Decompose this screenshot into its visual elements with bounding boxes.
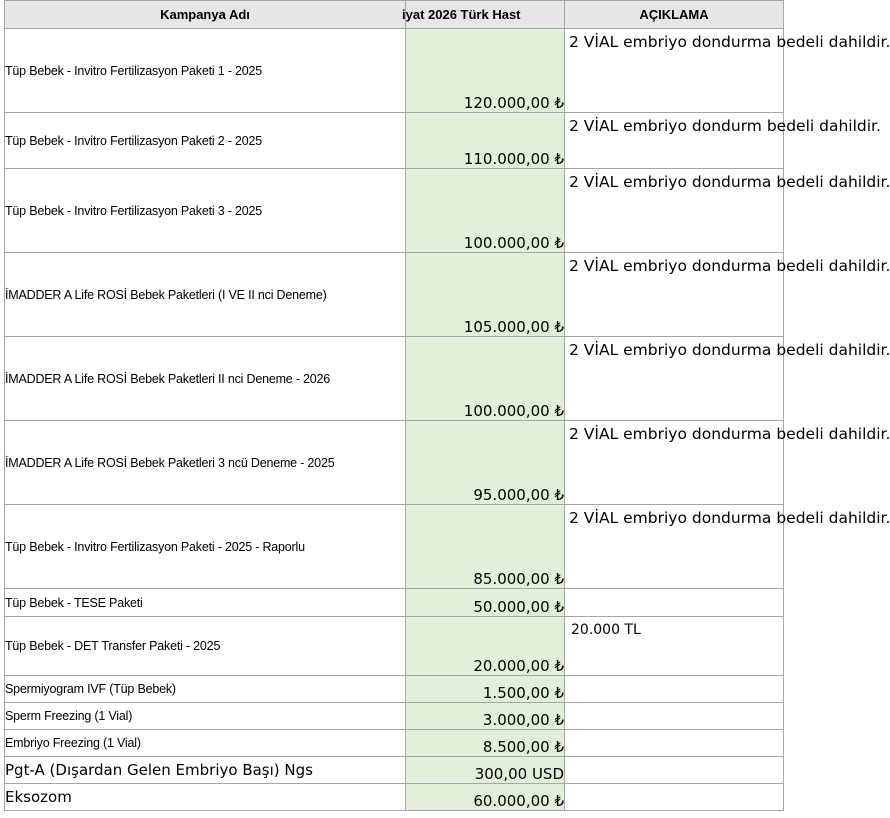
price-cell[interactable]: 85.000,00 ₺ xyxy=(406,505,565,589)
description-line: 2 VİAL embriyo xyxy=(569,425,687,443)
price-cell[interactable]: 50.000,00 ₺ xyxy=(406,589,565,617)
campaign-name-cell[interactable]: Sperm Freezing (1 Vial) xyxy=(5,703,406,730)
description-cell[interactable] xyxy=(565,253,890,337)
description-cell[interactable] xyxy=(565,703,784,730)
campaign-name-cell[interactable]: İMADDER A Life ROSİ Bebek Paketleri II nci Deneme - 2026 xyxy=(5,337,406,421)
price-cell[interactable]: 3.000,00 ₺ xyxy=(406,703,565,730)
table-row xyxy=(5,505,784,589)
table-row xyxy=(5,337,784,421)
description-cell[interactable] xyxy=(565,169,890,253)
campaign-name-cell[interactable]: Tüp Bebek - Invitro Fertilizasyon Paketi 2 - 2025 xyxy=(5,113,406,169)
description-cell[interactable] xyxy=(565,337,890,421)
description-cell[interactable] xyxy=(565,29,890,113)
price-cell[interactable]: 20.000,00 ₺ xyxy=(406,617,565,676)
table-row xyxy=(5,784,784,811)
campaign-name-cell[interactable]: Tüp Bebek - DET Transfer Paketi - 2025 xyxy=(5,617,406,676)
price-cell[interactable]: 95.000,00 ₺ xyxy=(406,421,565,505)
campaign-name-cell[interactable]: İMADDER A Life ROSİ Bebek Paketleri (I VE II nci Deneme) xyxy=(5,253,406,337)
description-cell[interactable] xyxy=(565,730,784,757)
price-cell[interactable]: 100.000,00 ₺ xyxy=(406,337,565,421)
table-row xyxy=(5,29,784,113)
campaign-name-cell[interactable]: İMADDER A Life ROSİ Bebek Paketleri 3 ncü Deneme - 2025 xyxy=(5,421,406,505)
description-text: dondurma bedeli dahildir. xyxy=(691,257,890,275)
campaign-name-cell[interactable]: Tüp Bebek - Invitro Fertilizasyon Paketi - 2025 - Raporlu xyxy=(5,505,406,589)
description-cell[interactable] xyxy=(565,589,784,617)
description-line: 2 VİAL embriyo xyxy=(569,509,687,527)
price-cell[interactable]: 110.000,00 ₺ xyxy=(406,113,565,169)
campaign-name-cell[interactable]: Eksozom xyxy=(5,784,406,811)
table-row xyxy=(5,113,784,169)
description-text: dondurm bedeli dahildir. xyxy=(691,117,881,135)
table-row xyxy=(5,676,784,703)
table-row xyxy=(5,757,784,784)
campaign-name-cell[interactable]: Pgt-A (Dışardan Gelen Embriyo Başı) Ngs xyxy=(5,757,406,784)
campaign-name-cell[interactable]: Tüp Bebek - TESE Paketi xyxy=(5,589,406,617)
description-text: dondurma bedeli dahildir. xyxy=(691,509,890,527)
campaign-name-cell[interactable]: Spermiyogram IVF (Tüp Bebek) xyxy=(5,676,406,703)
price-cell[interactable]: 60.000,00 ₺ xyxy=(406,784,565,811)
description-cell[interactable] xyxy=(565,676,784,703)
description-text: dondurma bedeli dahildir. xyxy=(691,173,890,191)
table-row xyxy=(5,589,784,617)
description-line: 2 VİAL embriyo xyxy=(569,257,687,275)
header-row xyxy=(5,1,784,29)
price-cell[interactable]: 105.000,00 ₺ xyxy=(406,253,565,337)
price-table xyxy=(4,0,890,811)
header-campaign-name[interactable]: Kampanya Adı xyxy=(5,1,406,29)
table-row xyxy=(5,253,784,337)
description-cell[interactable] xyxy=(565,784,784,811)
description-text: dondurma bedeli dahildir. xyxy=(691,33,890,51)
table-row xyxy=(5,703,784,730)
description-line: 2 VİAL embriyo xyxy=(569,33,687,51)
header-description[interactable]: AÇIKLAMA xyxy=(565,1,784,29)
description-cell[interactable] xyxy=(565,113,881,169)
description-cell[interactable] xyxy=(565,505,890,589)
campaign-name-cell[interactable]: Tüp Bebek - Invitro Fertilizasyon Paketi 3 - 2025 xyxy=(5,169,406,253)
description-line: 2 VİAL embriyo xyxy=(569,341,687,359)
header-price[interactable]: iyat 2026 Türk Hast xyxy=(406,1,565,29)
table-row xyxy=(5,730,784,757)
description-line: 2 VİAL embriyo xyxy=(569,117,687,135)
campaign-name-cell[interactable]: Embriyo Freezing (1 Vial) xyxy=(5,730,406,757)
table-row xyxy=(5,617,784,676)
description-text: dondurma bedeli dahildir. xyxy=(691,341,890,359)
price-cell[interactable]: 1.500,00 ₺ xyxy=(406,676,565,703)
description-cell[interactable] xyxy=(565,757,784,784)
price-cell[interactable]: 8.500,00 ₺ xyxy=(406,730,565,757)
table-row xyxy=(5,421,784,505)
description-cell[interactable] xyxy=(565,421,890,505)
table-row xyxy=(5,169,784,253)
campaign-name-cell[interactable]: Tüp Bebek - Invitro Fertilizasyon Paketi 1 - 2025 xyxy=(5,29,406,113)
price-cell[interactable]: 100.000,00 ₺ xyxy=(406,169,565,253)
description-text: dondurma bedeli dahildir. xyxy=(691,425,890,443)
description-cell[interactable]: 20.000 TL xyxy=(565,617,784,676)
description-line: 2 VİAL embriyo xyxy=(569,173,687,191)
price-cell[interactable]: 300,00 USD xyxy=(406,757,565,784)
price-cell[interactable]: 120.000,00 ₺ xyxy=(406,29,565,113)
